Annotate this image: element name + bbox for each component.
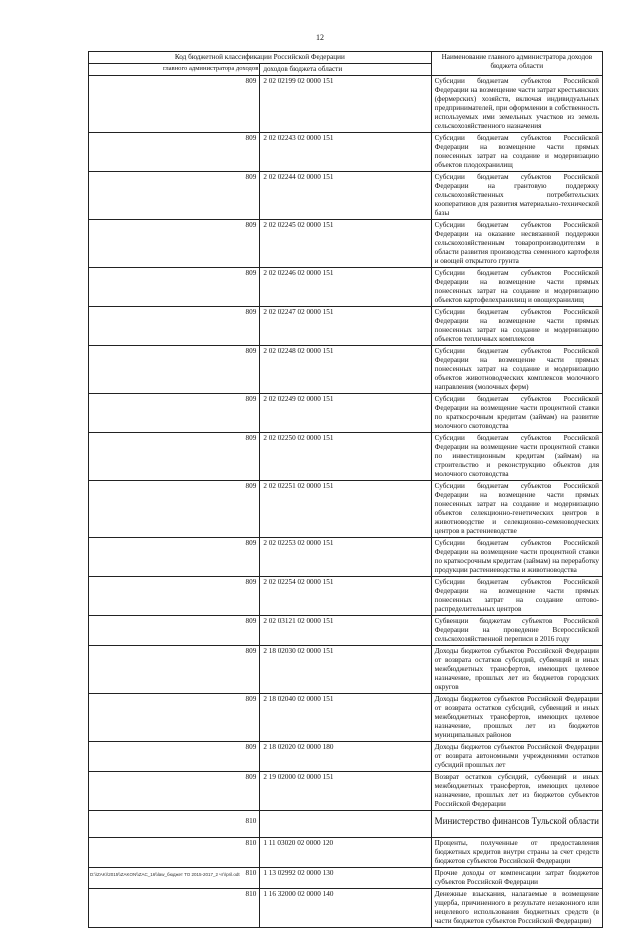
budget-classification-table [88,51,603,928]
description-cell: Субсидии бюджетам субъектов Российской Федерации на грантовую поддержку сельскохозяйственных потребительских кооперативов для развития материально-технической базы [431,172,602,220]
admin-code-cell: 809 [89,268,260,307]
income-code-cell: 1 11 03020 02 0000 120 [260,838,431,868]
income-code-cell: 2 02 02253 02 0000 151 [260,538,431,577]
income-code-cell: 2 18 02040 02 0000 151 [260,694,431,742]
income-code-cell: 2 02 02250 02 0000 151 [260,433,431,481]
income-code-cell: 2 02 03121 02 0000 151 [260,616,431,646]
income-column-header: доходов бюджета области [260,64,431,76]
table-row [89,76,603,133]
table-row [89,742,603,772]
table-row [89,394,603,433]
income-code-cell: 1 13 02992 02 0000 130 [260,868,431,889]
table-body-809 [89,76,603,811]
description-cell: Денежные взыскания, налагаемые в возмещение ущерба, причиненного в результате незаконного или нецелевого использования бюджетных средств (в части бюджетов субъектов Российской Федерации) [431,889,602,928]
section-title: Министерство финансов Тульской области [431,811,602,838]
admin-code-cell: 809 [89,76,260,133]
description-cell: Доходы бюджетов субъектов Российской Федерации от возврата остатков субсидий, субвенций и иных межбюджетных трансфертов, имеющих целевое назначение, прошлых лет из бюджетов муниципальных районов [431,694,602,742]
income-code-cell: 2 19 02000 02 0000 151 [260,772,431,811]
admin-code-cell: 810 [89,838,260,868]
table-row [89,172,603,220]
table-row [89,889,603,928]
table-row [89,838,603,868]
table-row [89,133,603,172]
admin-code-cell: 809 [89,346,260,394]
section-empty-cell [260,811,431,838]
description-cell: Субсидии бюджетам субъектов Российской Федерации на возмещение части затрат крестьянских (фермерских) хозяйств, включая индивидуальных предпринимателей, при оформлении в собственность используемых ими земельных участков из земель сельскохозяйственного назначения [431,76,602,133]
table-row [89,868,603,889]
description-cell: Субсидии бюджетам субъектов Российской Федерации на возмещение части процентной ставки по краткосрочным кредитам (займам) на развитие молочного скотоводства [431,394,602,433]
admin-code-cell: 809 [89,394,260,433]
table-row [89,481,603,538]
description-cell: Прочие доходы от компенсации затрат бюджетов субъектов Российской Федерации [431,868,602,889]
admin-code-cell: 810 [89,868,260,889]
income-code-cell: 2 02 02245 02 0000 151 [260,220,431,268]
table-row [89,220,603,268]
description-cell: Проценты, полученные от предоставления бюджетных кредитов внутри страны за счет средств бюджетов субъектов Российской Федерации [431,838,602,868]
description-cell: Доходы бюджетов субъектов Российской Федерации от возврата остатков субсидий, субвенций и иных межбюджетных трансфертов, имеющих целевое назначение, прошлых лет из бюджетов городских округов [431,646,602,694]
admin-column-header: главного администратора доходов [89,64,260,76]
table-row [89,433,603,481]
income-code-cell: 2 02 02243 02 0000 151 [260,133,431,172]
admin-code-cell: 809 [89,220,260,268]
income-code-cell: 2 18 02030 02 0000 151 [260,646,431,694]
description-cell: Субсидии бюджетам субъектов Российской Федерации на возмещение части прямых понесенных затрат на создание и модернизацию объектов селекционно-генетических центров в животноводстве и селекционно-семеноводческих центров в растениеводстве [431,481,602,538]
description-cell: Возврат остатков субсидий, субвенций и иных межбюджетных трансфертов, имеющих целевое назначение, прошлых лет из бюджетов субъектов Российской Федерации [431,772,602,811]
admin-code-cell: 809 [89,772,260,811]
table-row [89,646,603,694]
income-code-cell: 2 02 02248 02 0000 151 [260,346,431,394]
page-number: 12 [316,33,324,42]
description-cell: Субсидии бюджетам субъектов Российской Федерации на возмещение части прямых понесенных затрат на создание оптово-распределительных центров [431,577,602,616]
admin-code-cell: 809 [89,616,260,646]
description-cell: Субсидии бюджетам субъектов Российской Федерации на возмещение части прямых понесенных затрат на создание и модернизацию объектов тепличных комплексов [431,307,602,346]
income-code-cell: 2 02 02251 02 0000 151 [260,481,431,538]
table-row [89,616,603,646]
table-row [89,772,603,811]
name-column-header: Наименование главного администратора доходов бюджета области [431,52,602,76]
table-row [89,268,603,307]
description-cell: Субсидии бюджетам субъектов Российской Федерации на возмещение части процентной ставки по краткосрочным кредитам (займам) на переработку продукции растениеводства и животноводства [431,538,602,577]
income-code-cell: 2 02 02254 02 0000 151 [260,577,431,616]
admin-code-cell: 809 [89,538,260,577]
income-code-cell: 2 02 02199 02 0000 151 [260,76,431,133]
table-row [89,538,603,577]
section-row [89,811,603,838]
code-group-header: Код бюджетной классификации Российской Федерации [89,52,432,64]
description-cell: Доходы бюджетов субъектов Российской Федерации от возврата автономными учреждениями остатков субсидий прошлых лет [431,742,602,772]
description-cell: Субсидии бюджетам субъектов Российской Федерации на возмещение части прямых понесенных затрат на создание и модернизацию объектов животноводческих комплексов молочного направления (молочных ферм) [431,346,602,394]
admin-code-cell: 809 [89,307,260,346]
admin-code-cell: 809 [89,481,260,538]
income-code-cell: 2 18 02020 02 0000 180 [260,742,431,772]
description-cell: Субсидии бюджетам субъектов Российской Федерации на возмещение части процентной ставки по инвестиционным кредитам (займам) на строительство и реконструкцию объектов для молочного скотоводства [431,433,602,481]
table-body-810 [89,838,603,928]
description-cell: Субвенции бюджетам субъектов Российской Федерации на проведение Всероссийской сельскохозяйственной переписи в 2016 году [431,616,602,646]
admin-code-cell: 809 [89,742,260,772]
description-cell: Субсидии бюджетам субъектов Российской Федерации на оказание несвязанной поддержки сельскохозяйственным товаропроизводителям в области развития производства семенного картофеля и овощей открытого грунта [431,220,602,268]
table-row [89,577,603,616]
admin-code-cell: 809 [89,646,260,694]
admin-code-cell: 809 [89,133,260,172]
admin-code-cell: 809 [89,172,260,220]
income-code-cell: 2 02 02246 02 0000 151 [260,268,431,307]
file-path-footer: D:\\ZAK\\2015\\ZAKON\\ZAC_16\\law_бюджет ТО 2015-2017_2 чт\\pril.odt [90,872,240,877]
table-row [89,694,603,742]
table-row [89,346,603,394]
admin-code-cell: 810 [89,889,260,928]
admin-code-cell: 809 [89,433,260,481]
income-code-cell: 2 02 02249 02 0000 151 [260,394,431,433]
admin-code-cell: 809 [89,694,260,742]
description-cell: Субсидии бюджетам субъектов Российской Федерации на возмещение части прямых понесенных затрат на создание и модернизацию объектов картофелехранилищ и овощехранилищ [431,268,602,307]
section-admin-code: 810 [89,811,260,838]
income-code-cell: 2 02 02247 02 0000 151 [260,307,431,346]
income-code-cell: 1 16 32000 02 0000 140 [260,889,431,928]
admin-code-cell: 809 [89,577,260,616]
income-code-cell: 2 02 02244 02 0000 151 [260,172,431,220]
table-row [89,307,603,346]
description-cell: Субсидии бюджетам субъектов Российской Федерации на возмещение части прямых понесенных затрат на создание и модернизацию объектов плодохранилищ [431,133,602,172]
table-body-section [89,811,603,838]
